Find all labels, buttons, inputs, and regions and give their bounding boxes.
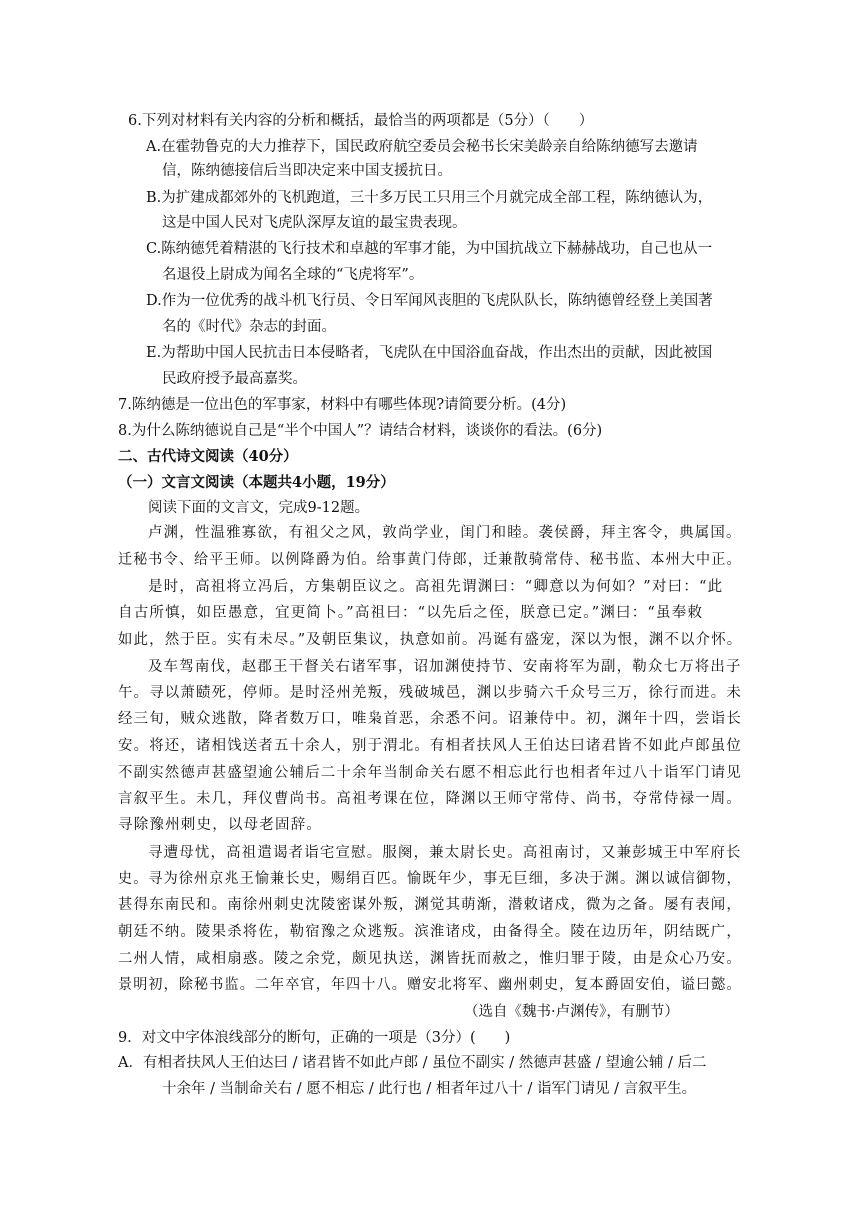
- passage-line: 卢渊，性温雅寡欲，有祖父之风，敦尚学业，闺门和睦。袭侯爵，拜主客令，典属国。: [148, 525, 742, 541]
- passage-line: 寻除豫州刺史，以母老固辞。: [118, 817, 323, 833]
- passage-line: 是时，高祖将立冯后，方集朝臣议之。高祖先谓渊曰：“卿意以为何如？”对曰：“此: [148, 579, 724, 595]
- q6-option-c-line2: 名退役上尉成为闻名全球的“飞虎将军”。: [162, 267, 424, 283]
- passage-line: 甚得东南民和。南徐州刺史沈陵密谋外叛，渊觉其萌渐，潜敕诸戍，微为之备。屡有表闻，: [118, 897, 742, 913]
- q6-option-c-line1: C.陈纳德凭着精湛的飞行技术和卓越的军事才能，为中国抗战立下赫赫战功，自己也从一: [146, 241, 713, 257]
- q6-option-a-line2: 信，陈纳德接信后当即决定来中国支援抗日。: [162, 163, 452, 179]
- q6-option-e-line2: 民政府授予最高嘉奖。: [162, 371, 307, 387]
- q6-option-d-line1: D.作为一位优秀的战斗机飞行员、令日军闻风丧胆的飞虎队队长，陈纳德曾经登上美国著: [146, 293, 713, 309]
- passage-line: 朝廷不纳。陵果杀将佐，勒宿豫之众逃叛。滨淮诸戍，由备得全。陵在边历年，阴结既广，: [118, 924, 742, 940]
- q7: 7.陈纳德是一位出色的军事家，材料中有哪些体现?请简要分析。(4分): [118, 397, 567, 413]
- q6-stem: 6.下列对材料有关内容的分析和概括，最恰当的两项都是（5分）（ ）: [128, 113, 594, 129]
- passage-line: 如此，然于臣。实有未尽。”及朝臣集议，执意如前。冯诞有盛宠，深以为恨，渊不以介怀。: [118, 632, 743, 648]
- passage-line: 史。寻为徐州京兆王愉兼长史，赐绢百匹。愉既年少，事无巨细，多决于渊。渊以诚信御物，: [118, 871, 742, 887]
- passage-line: 不副实然德声甚盛望逾公辅后二十余年当制命关右愿不相忘此行也相者年过八十诣军门请见: [118, 765, 742, 781]
- passage-line: 自古所慎，如臣愚意，宜更简卜。”高祖曰：“以先后之侄，朕意已定。”渊曰：“虽奉敕: [118, 605, 704, 621]
- passage-line: 景明初，除秘书监。二年卒官，年四十八。赠安北将军、幽州刺史，复本爵固安伯，谥曰懿。: [118, 977, 742, 993]
- passage-line: 经三旬，贼众逃散，降者数万口，唯枭首恶，余悉不问。诏兼侍中。初，渊年十四，尝诣长: [118, 711, 742, 727]
- q9-option-a-line2: 十余年 / 当制命关右 / 愿不相忘 / 此行也 / 相者年过八十 / 诣军门请见 / 言叙平生。: [162, 1081, 697, 1097]
- passage-line: 言叙平生。未几，拜仪曹尚书。高祖考课在位，降渊以王师守常侍、尚书，夺常侍禄一周。: [118, 791, 742, 807]
- passage-line: 及车驾南伐，赵郡王干督关右诸军事，诏加渊使持节、安南将军为副，勒众七万将出子: [148, 659, 742, 675]
- passage-line: 迁秘书令、给平王师。以例降爵为伯。给事黄门侍郎，迁兼散骑常侍、秘书监、本州大中正。: [118, 552, 742, 568]
- q8: 8.为什么陈纳德说自己是“半个中国人”？请结合材料，谈谈你的看法。(6分): [118, 423, 603, 439]
- q9-stem: 9．对文中字体浪线部分的断句，正确的一项是（3分）( ): [118, 1030, 511, 1046]
- passage-line: 安。将还，诸相饯送者五十余人，别于渭北。有相者扶风人王伯达曰诸君皆不如此卢郎虽位: [118, 738, 742, 754]
- q6-option-d-line2: 名的《时代》杂志的封面。: [162, 319, 336, 335]
- passage-instruction: 阅读下面的文言文，完成9-12题。: [148, 500, 370, 516]
- subsection-heading: （一）文言文阅读（本题共4小题，19分）: [118, 474, 395, 491]
- passage-line: 午。寻以萧赜死，停师。是时泾州羌叛，残破城邑，渊以步骑六千众号三万，徐行而进。未: [118, 685, 742, 701]
- q6-option-b-line2: 这是中国人民对飞虎队深厚友谊的最宝贵表现。: [162, 215, 467, 231]
- passage-source: （选自《魏书·卢渊传》，有删节）: [464, 1004, 679, 1020]
- q9-option-a-line1: A．有相者扶风人王伯达曰 / 诸君皆不如此卢郎 / 虽位不副实 / 然德声甚盛 / 望逾公辅 / 后二: [118, 1055, 707, 1071]
- section-heading: 二、古代诗文阅读（40分）: [118, 448, 298, 465]
- q6-option-b-line1: B.为扩建成都郊外的飞机跑道，三十多万民工只用三个月就完成全部工程，陈纳德认为，: [146, 190, 713, 206]
- q6-option-a-line1: A.在霍勃鲁克的大力推荐下，国民政府航空委员会秘书长宋美龄亲自给陈纳德写去邀请: [146, 139, 698, 155]
- passage-line: 二州人情，咸相扇惑。陵之余党，颇见执送，渊皆抚而赦之，惟归罪于陵，由是众心乃安。: [118, 951, 742, 967]
- q6-option-e-line1: E.为帮助中国人民抗击日本侵略者，飞虎队在中国浴血奋战，作出杰出的贡献，因此被国: [146, 345, 713, 361]
- passage-line: 寻遭母忧，高祖遣谒者诣宅宣慰。服阕，兼太尉长史。高祖南讨，又兼彭城王中军府长: [148, 845, 742, 861]
